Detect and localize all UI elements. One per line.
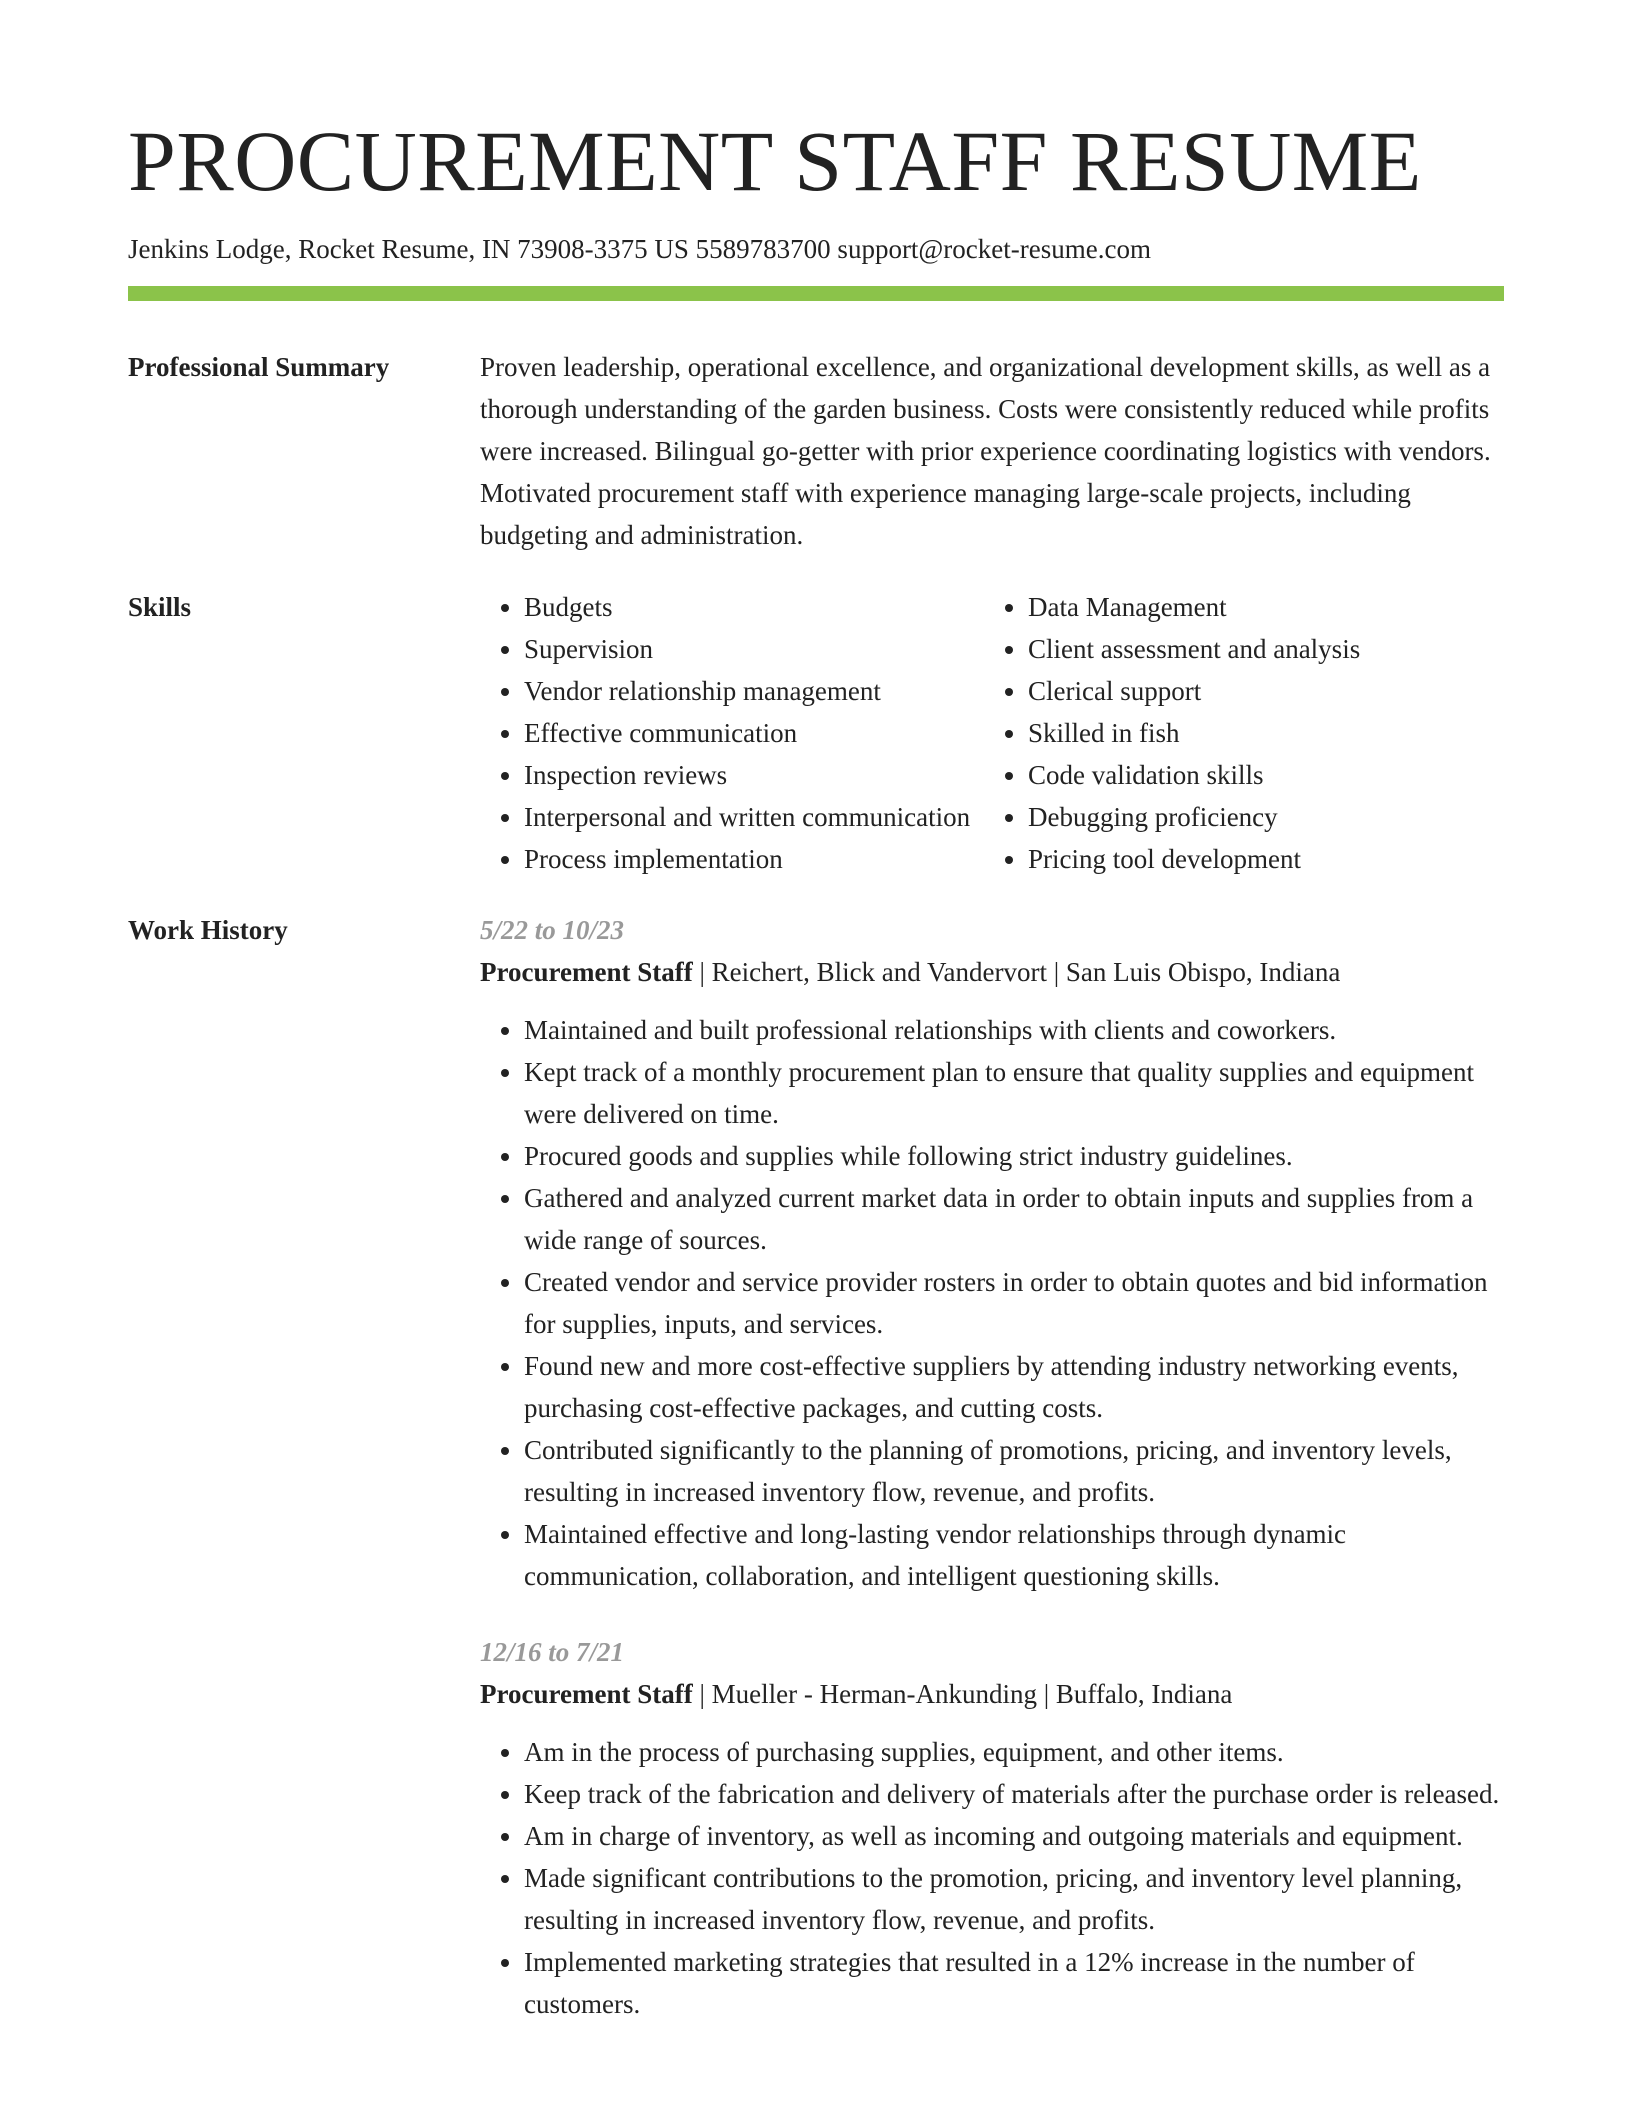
job-bullet: • Kept track of a monthly procurement plan to ensure that quality supplies and equipment were delivered on time. [524,1051,1500,1135]
skill-item: • Budgets [524,586,984,628]
skill-item: • Data Management [1028,586,1500,628]
skill-item: • Supervision [524,628,984,670]
skill-item: • Code validation skills [1028,754,1500,796]
job-bullet: • Am in charge of inventory, as well as incoming and outgoing materials and equipment. [524,1815,1500,1857]
contact-line: Jenkins Lodge, Rocket Resume, IN 73908-3375 US 5589783700 support@rocket-resume.com [128,234,1151,264]
summary-text: Proven leadership, operational excellence, and organizational development skills, as well as a thorough understanding of the garden business. Costs were consistently reduced while profits were increased. Bilingual go-getter with prior experience coordinating logistics with vendors. Motivated procurement staff with experience managing large-scale projects, including budgeting and administration. [480,352,1491,550]
work-history-heading: Work History [128,915,288,945]
job-bullet: • Procured goods and supplies while following strict industry guidelines. [524,1135,1500,1177]
skills-heading: Skills [128,592,192,622]
header-divider [128,286,1504,301]
job-bullet: • Keep track of the fabrication and delivery of materials after the purchase order is released. [524,1773,1500,1815]
skills-list-left [480,586,984,880]
job-employer-location: | Mueller - Herman-Ankunding | Buffalo, Indiana [692,1679,1233,1709]
job-dates: 12/16 to 7/21 [480,1637,625,1667]
job-bullet-list [480,1731,1500,2025]
skill-item: • Interpersonal and written communication [524,796,984,838]
job-entry [480,909,1500,1597]
job-title: Procurement Staff [480,957,693,987]
resume-title: PROCUREMENT STAFF RESUME [128,113,1422,209]
job-bullet: • Found new and more cost-effective suppliers by attending industry networking events, purchasing cost-effective packages, and cutting costs. [524,1345,1500,1429]
skill-item: • Process implementation [524,838,984,880]
job-bullet: • Maintained and built professional relationships with clients and coworkers. [524,1009,1500,1051]
skill-item: • Inspection reviews [524,754,984,796]
skill-item: • Effective communication [524,712,984,754]
job-bullet-list [480,1009,1500,1597]
job-bullet: • Created vendor and service provider rosters in order to obtain quotes and bid information for supplies, inputs, and services. [524,1261,1500,1345]
skills-list-right [984,586,1500,880]
skills-body [480,586,1500,880]
job-bullet: • Gathered and analyzed current market data in order to obtain inputs and supplies from a wide range of sources. [524,1177,1500,1261]
skills-columns [480,586,1500,880]
job-bullet: • Implemented marketing strategies that resulted in a 12% increase in the number of customers. [524,1941,1500,2025]
job-bullet: • Am in the process of purchasing supplies, equipment, and other items. [524,1731,1500,1773]
skill-item: • Client assessment and analysis [1028,628,1500,670]
job-bullet: • Maintained effective and long-lasting vendor relationships through dynamic communication, collaboration, and intelligent questioning skills. [524,1513,1500,1597]
work-history-body [480,909,1500,2025]
skill-item: • Pricing tool development [1028,838,1500,880]
skill-item: • Clerical support [1028,670,1500,712]
job-heading [480,1673,1500,1715]
summary-body [480,346,1500,556]
job-employer-location: | Reichert, Blick and Vandervort | San Luis Obispo, Indiana [692,957,1341,987]
job-bullet: • Contributed significantly to the planning of promotions, pricing, and inventory levels, resulting in increased inventory flow, revenue, and profits. [524,1429,1500,1513]
summary-heading: Professional Summary [128,352,390,382]
job-title: Procurement Staff [480,1679,693,1709]
job-entry [480,1631,1500,2025]
skill-item: • Vendor relationship management [524,670,984,712]
skill-item: • Skilled in fish [1028,712,1500,754]
skill-item: • Debugging proficiency [1028,796,1500,838]
job-dates: 5/22 to 10/23 [480,915,625,945]
job-bullet: • Made significant contributions to the promotion, pricing, and inventory level planning, resulting in increased inventory flow, revenue, and profits. [524,1857,1500,1941]
job-heading [480,951,1500,993]
